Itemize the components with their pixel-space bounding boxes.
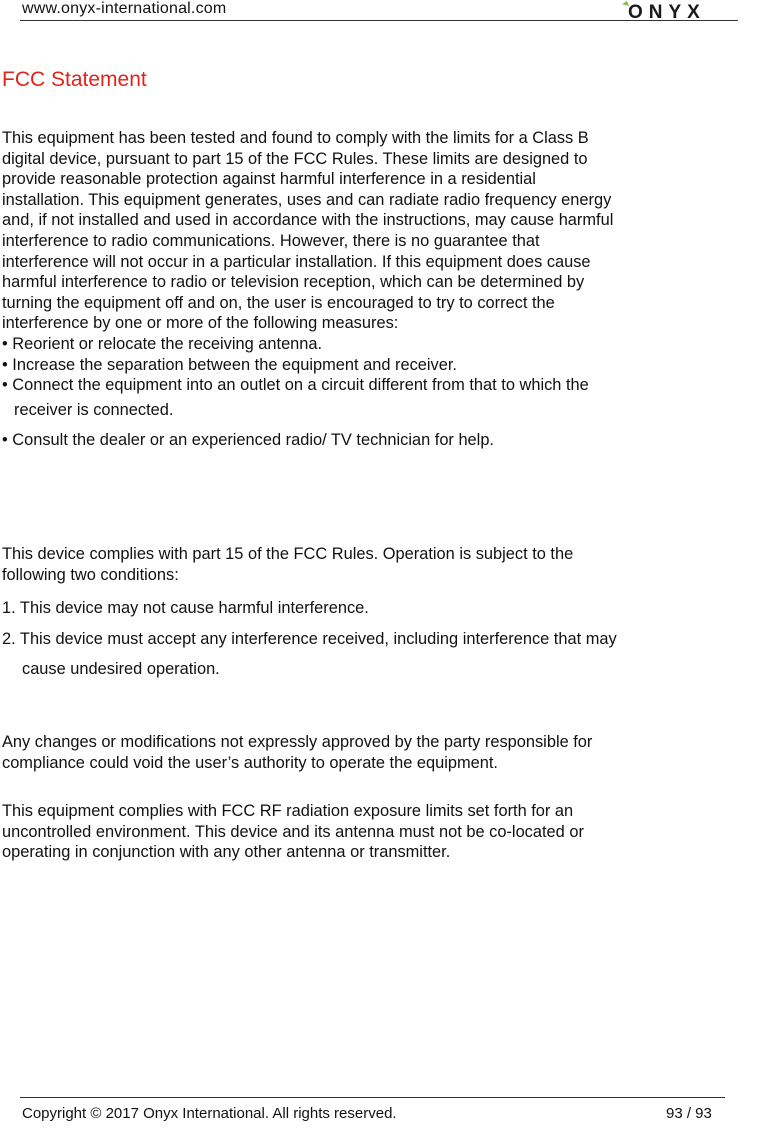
text-line: interference to radio communications. However, there is no guarantee that	[2, 231, 540, 250]
text-line: installation. This equipment generates, uses and can radiate radio frequency energy	[2, 190, 612, 209]
copyright-text: Copyright © 2017 Onyx International. All rights reserved.	[22, 1105, 397, 1122]
text-line: turning the equipment off and on, the user is encouraged to try to correct the	[2, 293, 555, 312]
text-line: uncontrolled environment. This device and its antenna must not be co-located or	[2, 822, 584, 841]
logo-text: ONYX	[628, 2, 706, 20]
header-divider	[20, 20, 738, 21]
list-item: 1. This device may not cause harmful interference.	[2, 599, 369, 617]
onyx-logo	[620, 0, 740, 20]
page-title: FCC Statement	[2, 68, 147, 91]
page-number: 93 / 93	[666, 1105, 712, 1122]
text-line: harmful interference to radio or television reception, which can be determined by	[2, 273, 585, 292]
text-line: compliance could void the user’s authority to operate the equipment.	[2, 753, 498, 772]
modifications-paragraph	[2, 732, 592, 773]
list-item: • Reorient or relocate the receiving antenna.	[2, 335, 323, 353]
text-line: and, if not installed and used in accordance with the instructions, may cause harmful	[2, 211, 614, 230]
text-line: This equipment complies with FCC RF radiation exposure limits set forth for an	[2, 802, 574, 820]
text-line: This equipment has been tested and found to comply with the limits for a Class B	[2, 129, 589, 147]
conditions-intro	[2, 544, 573, 585]
conditions-list	[2, 598, 617, 680]
list-item-continuation: receiver is connected.	[14, 400, 174, 419]
text-line: provide reasonable protection against harmful interference in a residential	[2, 170, 536, 189]
text-line: digital device, pursuant to part 15 of the FCC Rules. These limits are designed to	[2, 149, 588, 168]
compliance-paragraph	[2, 128, 613, 334]
text-line: interference by one or more of the following measures:	[2, 314, 399, 333]
text-line: Any changes or modifications not expressly approved by the party responsible for	[2, 733, 593, 751]
header-url: www.onyx-international.com	[22, 0, 227, 17]
list-item: • Connect the equipment into an outlet on a circuit different from that to which the	[2, 376, 589, 395]
footer-divider	[20, 1097, 725, 1098]
list-item: • Consult the dealer or an experienced radio/ TV technician for help.	[2, 431, 494, 450]
text-line: This device complies with part 15 of the FCC Rules. Operation is subject to the	[2, 545, 574, 563]
measures-list	[2, 334, 589, 451]
list-item-continuation: cause undesired operation.	[22, 660, 220, 679]
rf-exposure-paragraph	[2, 801, 584, 863]
list-item: 2. This device must accept any interference received, including interference that may	[2, 629, 617, 648]
text-line: interference will not occur in a particular installation. If this equipment does cause	[2, 252, 591, 271]
list-item: • Increase the separation between the equipment and receiver.	[2, 355, 457, 374]
text-line: following two conditions:	[2, 565, 179, 584]
text-line: operating in conjunction with any other antenna or transmitter.	[2, 843, 451, 862]
